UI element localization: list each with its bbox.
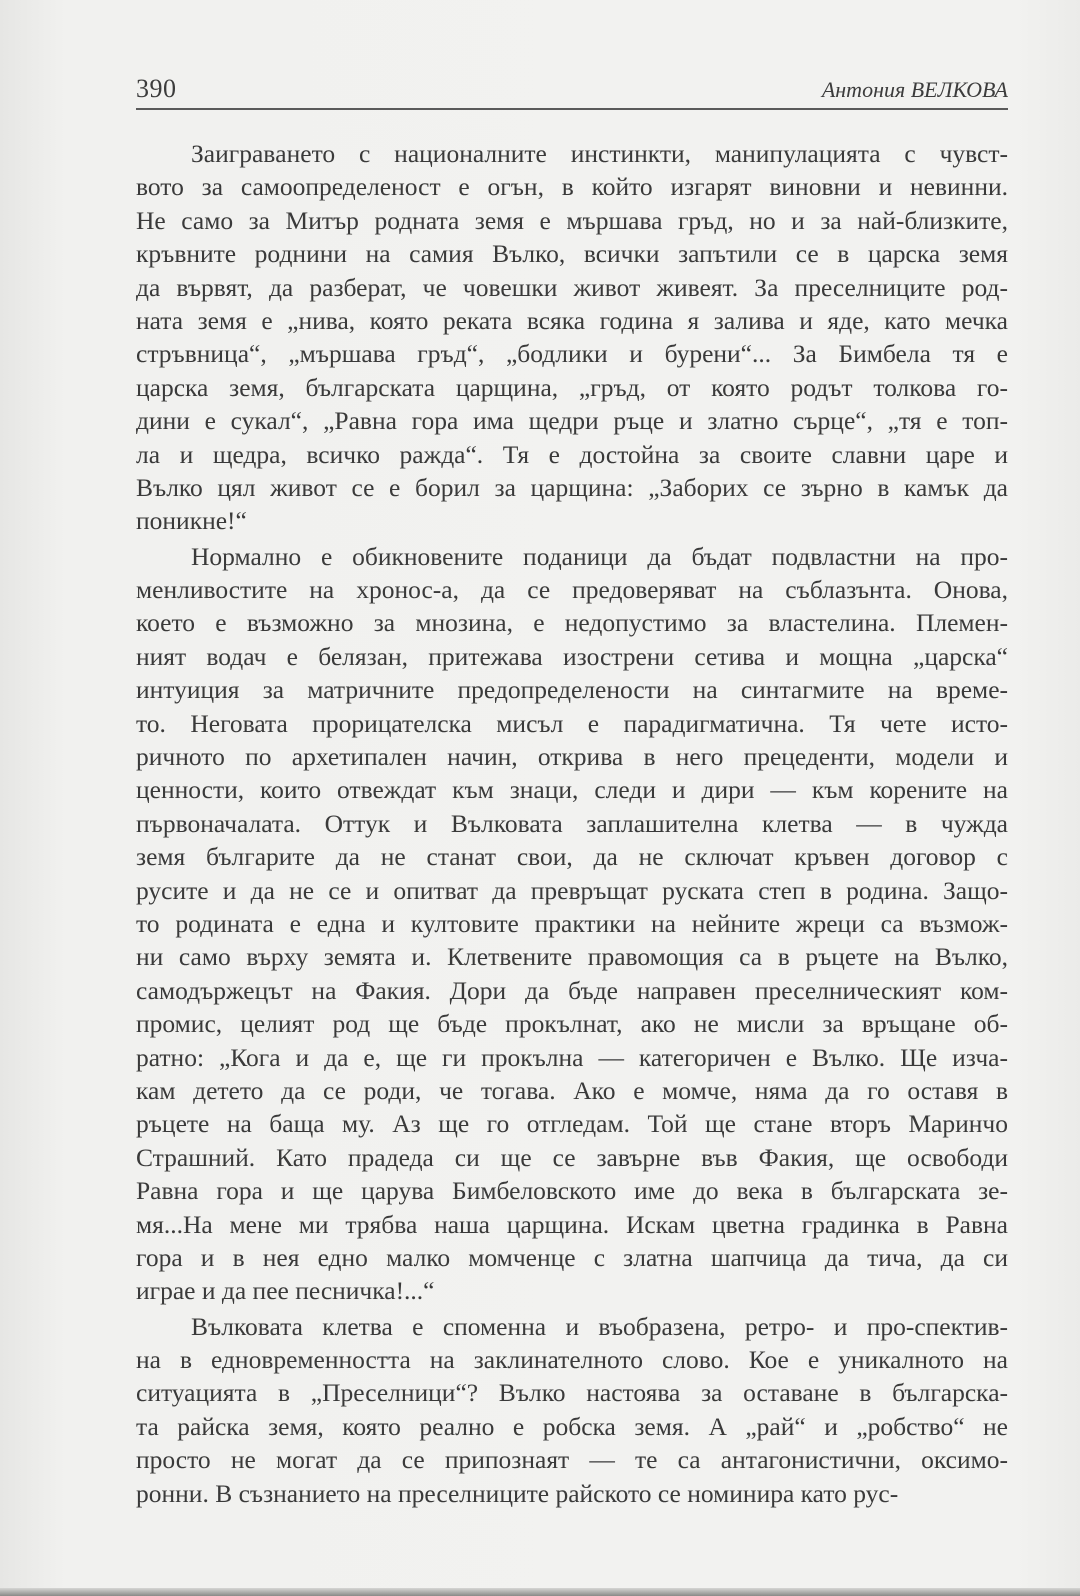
- text-line: ни само върху земята и. Клетвените правомощия са в ръцете на Вълко,: [136, 942, 1008, 972]
- text-line: царска земя, българската царщина, „гръд, от която родът толкова го-: [136, 372, 1008, 402]
- paragraph: [136, 540, 1008, 1308]
- text-line: Не само за Митър родната земя е мършава гръд, но и за най-близките,: [136, 205, 1008, 235]
- page-number: 390: [136, 74, 177, 103]
- text-line: самодържецът на Факия. Дори да бъде направен преселническият ком-: [136, 975, 1008, 1005]
- text-line: стръвница“, „мършава гръд“, „бодлики и бурени“... За Бимбела тя е: [136, 339, 1008, 369]
- text-line: ла и щедра, всичко ражда“. Тя е достойна за своите славни царе и: [136, 439, 1008, 469]
- text-line: гора и в нея едно малко момченце с златна шапчица да тича, да си: [136, 1242, 1008, 1272]
- text-line: вото за самоопределеност е огън, в който изгарят виновни и невинни.: [136, 172, 1008, 202]
- text-line: Равна гора и ще царува Бимбеловското име до века в българската зе-: [136, 1176, 1008, 1206]
- body-text: [136, 137, 1008, 1510]
- text-line: Страшний. Като прадеда си ще се завърне във Факия, ще освободи: [136, 1142, 1008, 1172]
- text-line: ратно: „Кога и да е, ще ги прокълна — категоричен е Вълко. Ще изча-: [136, 1042, 1008, 1072]
- text-line: което е възможно за мнозина, е недопустимо за властелина. Племен-: [136, 608, 1008, 638]
- text-line: интуиция за матричните предопределености на синтагмите на време-: [136, 675, 1008, 705]
- text-line: ронни. В съзнанието на преселниците райското се номинира като рус-: [136, 1478, 899, 1508]
- text-line: Заигравaнето с националните инстинкти, манипулацията с чувст-: [191, 139, 1008, 168]
- text-line: ръцете на баща му. Аз ще го отгледам. Той ще стане вторъ Маринчо: [136, 1109, 1008, 1139]
- text-line: дини е сукал“, „Равна гора има щедри ръце и златно сърце“, „тя е топ-: [136, 406, 1008, 436]
- text-line: то. Неговата прорицателска мисъл е парадигматична. Тя чете исто-: [136, 708, 1008, 738]
- text-line: Нормално е обикновените поданици да бъдат подвластни на про-: [191, 541, 1008, 571]
- text-line: Вълко цял живот се е борил за царщина: „Заборих се зърно в камък да: [136, 472, 1008, 502]
- text-line: просто не могат да се припознаят — те са антагонистични, оксимо-: [136, 1445, 1008, 1475]
- text-line: ният водач е белязан, притежава изострени сетива и мощна „царска“: [136, 641, 1008, 671]
- text-line: промис, целият род ще бъде прокълнат, ако не мисли за връщане об-: [136, 1009, 1008, 1039]
- text-line: мя...На мене ми трябва наша царщина. Искам цветна градинка в Равна: [136, 1209, 1008, 1239]
- paragraph: [136, 137, 1008, 538]
- text-line: ричното по архетипален начин, открива в него прецеденти, модели и: [136, 742, 1008, 772]
- text-line: земя българите да не станат свои, да не сключат кръвен договор с: [136, 842, 1008, 872]
- text-line: менливостите на хронос-а, да се предоверяват на съблазънта. Онова,: [136, 575, 1008, 605]
- text-line: кръвните роднини на самия Вълко, всички запътили се в царска земя: [136, 239, 1008, 269]
- text-line: то родината е една и култовите практики на нейните жреци са възмож-: [136, 908, 1008, 938]
- text-line: първоначалата. Оттук и Вълковата заплашителна клетва — в чужда: [136, 808, 1008, 838]
- text-line: та райска земя, която реално е робска земя. А „рай“ и „робство“ не: [136, 1411, 1008, 1441]
- text-line: Вълковата клетва е споменна и въобразена, ретро- и про-спектив-: [191, 1311, 1008, 1341]
- paragraph: [136, 1310, 1008, 1510]
- text-line: да вървят, да разберат, че човешки живот живеят. За преселниците род-: [136, 272, 1008, 302]
- author-name: Антония ВЕЛКОВА: [821, 77, 1008, 102]
- text-line: ценности, които отвеждат към знаци, следи и дири — към корените на: [136, 775, 1008, 805]
- running-head: [136, 74, 1008, 110]
- text-line: русите и да не се и опитват да превръщат руската степ в родина. Защо-: [136, 875, 1008, 905]
- text-line: поникне!“: [136, 506, 247, 536]
- text-line: на в едновременността на заклинателното слово. Кое е уникалното на: [136, 1345, 1008, 1375]
- page-bottom-edge: [0, 1588, 1080, 1596]
- text-line: ситуацията в „Преселници“? Вълко настоява за оставане в българска-: [136, 1378, 1008, 1408]
- text-line: играе и да пее песничка!...“: [136, 1276, 435, 1306]
- text-line: кам детето да се роди, че тогава. Ако е момче, няма да го оставя в: [136, 1075, 1008, 1105]
- text-line: ната земя е „нива, която реката всяка година я залива и яде, като мечка: [136, 305, 1008, 335]
